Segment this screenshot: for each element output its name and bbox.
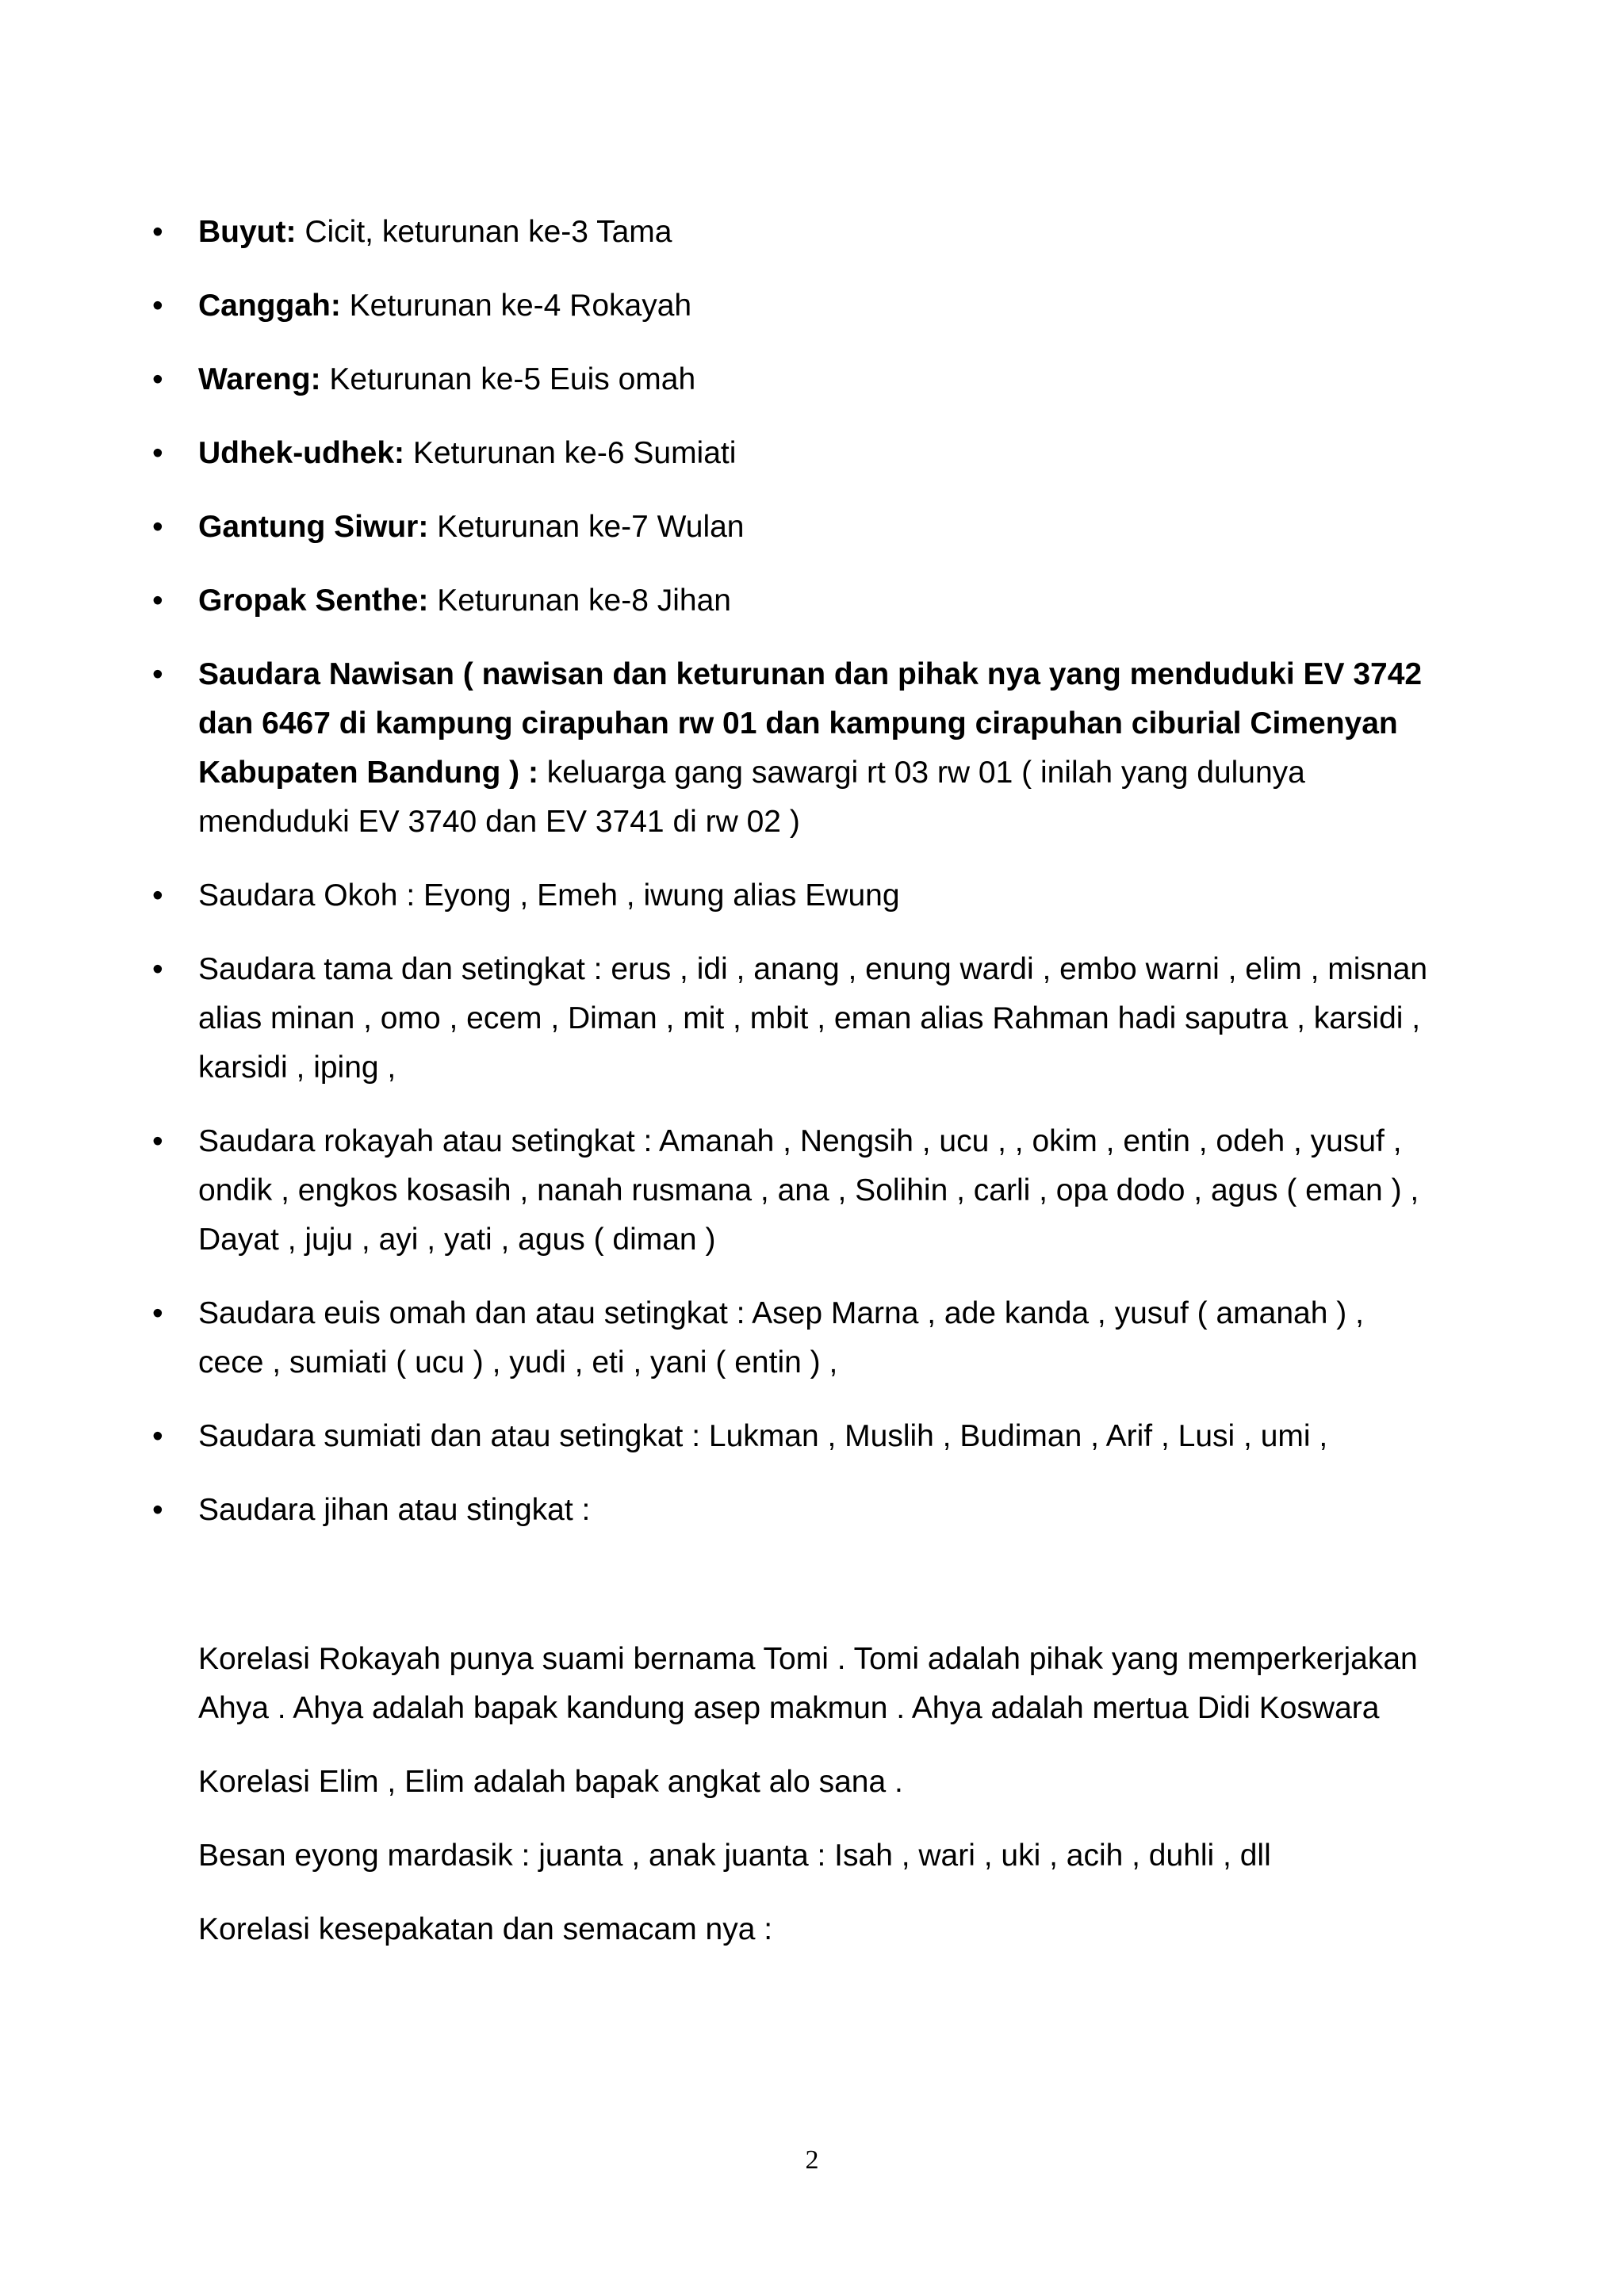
list-item bbox=[152, 650, 1435, 847]
list-item-text: Saudara rokayah atau setingkat : Amanah , Nengsih , ucu , , okim , entin , odeh , yusuf , ondik , engkos kosasih , nanah rusmana , ana , Solihin , carli , opa dodo , agus ( eman ) , Dayat , juju , ayi , yati , agus ( diman ) bbox=[198, 1124, 1419, 1257]
list-item-text: Keturunan ke-7 Wulan bbox=[428, 510, 745, 544]
bullet-icon: • bbox=[152, 436, 163, 470]
body-paragraphs bbox=[198, 1635, 1435, 1979]
bullet-icon: • bbox=[152, 657, 163, 691]
page-number: 2 bbox=[805, 2145, 819, 2175]
bullet-icon: • bbox=[152, 1419, 163, 1453]
list-item-text: Keturunan ke-6 Sumiati bbox=[404, 436, 737, 470]
bullet-list bbox=[152, 208, 1435, 1559]
list-item bbox=[152, 1412, 1435, 1461]
list-item bbox=[152, 429, 1435, 478]
list-item bbox=[152, 871, 1435, 920]
list-item-term: Gantung Siwur: bbox=[198, 510, 429, 544]
bullet-icon: • bbox=[152, 1124, 163, 1158]
list-item-text: Keturunan ke-5 Euis omah bbox=[320, 362, 696, 396]
paragraph: Korelasi Rokayah punya suami bernama Tomi . Tomi adalah pihak yang memperkerjakan Ahya . Ahya adalah bapak kandung asep makmun . Ahya adalah mertua Didi Koswara bbox=[198, 1642, 1418, 1725]
list-item-term: Wareng: bbox=[198, 362, 321, 396]
paragraph: Besan eyong mardasik : juanta , anak juanta : Isah , wari , uki , acih , duhli , dll bbox=[198, 1839, 1271, 1873]
list-item bbox=[152, 355, 1435, 404]
list-item bbox=[152, 281, 1435, 331]
list-item bbox=[152, 1486, 1435, 1535]
list-item bbox=[152, 1117, 1435, 1265]
list-item-term: Canggah: bbox=[198, 289, 341, 323]
bullet-icon: • bbox=[152, 1493, 163, 1527]
list-item-text: keluarga gang sawargi rt 03 rw 01 ( inilah yang dulunya menduduki EV 3740 dan EV 3741 di rw 02 ) bbox=[198, 756, 1305, 839]
list-item bbox=[152, 208, 1435, 257]
paragraph: Korelasi kesepakatan dan semacam nya : bbox=[198, 1912, 773, 1946]
bullet-icon: • bbox=[152, 362, 163, 396]
list-item-text: Saudara sumiati dan atau setingkat : Lukman , Muslih , Budiman , Arif , Lusi , umi , bbox=[198, 1419, 1328, 1453]
list-item bbox=[152, 1289, 1435, 1387]
bullet-icon: • bbox=[152, 289, 163, 323]
list-item-text: Saudara Okoh : Eyong , Emeh , iwung alias Ewung bbox=[198, 878, 900, 913]
list-item-term: Gropak Senthe: bbox=[198, 584, 429, 618]
bullet-icon: • bbox=[152, 215, 163, 249]
list-item-text: Keturunan ke-8 Jihan bbox=[428, 584, 731, 618]
list-item-term: Buyut: bbox=[198, 215, 297, 249]
list-item-text: Cicit, keturunan ke-3 Tama bbox=[296, 215, 672, 249]
list-item-text: Saudara jihan atau stingkat : bbox=[198, 1493, 591, 1527]
list-item bbox=[152, 576, 1435, 626]
list-item-term: Udhek-udhek: bbox=[198, 436, 405, 470]
bullet-icon: • bbox=[152, 1296, 163, 1330]
list-item-text: Saudara tama dan setingkat : erus , idi , anang , enung wardi , embo warni , elim , misnan alias minan , omo , ecem , Diman , mit , mbit , eman alias Rahman hadi saputra , karsidi , karsidi , iping , bbox=[198, 952, 1428, 1085]
bullet-icon: • bbox=[152, 584, 163, 618]
list-item bbox=[152, 503, 1435, 552]
bullet-icon: • bbox=[152, 878, 163, 913]
list-item-term: Saudara Nawisan ( nawisan dan keturunan dan pihak nya yang menduduki EV 3742 dan 6467 di kampung cirapuhan rw 01 dan kampung cirapuhan ciburial Cimenyan Kabupaten Bandung ) : bbox=[198, 657, 1423, 790]
bullet-icon: • bbox=[152, 952, 163, 986]
list-item-text: Keturunan ke-4 Rokayah bbox=[340, 289, 692, 323]
paragraph: Korelasi Elim , Elim adalah bapak angkat alo sana . bbox=[198, 1765, 903, 1799]
list-item-text: Saudara euis omah dan atau setingkat : Asep Marna , ade kanda , yusuf ( amanah ) , cece , sumiati ( ucu ) , yudi , eti , yani ( entin ) , bbox=[198, 1296, 1364, 1380]
list-item bbox=[152, 945, 1435, 1093]
bullet-icon: • bbox=[152, 510, 163, 544]
